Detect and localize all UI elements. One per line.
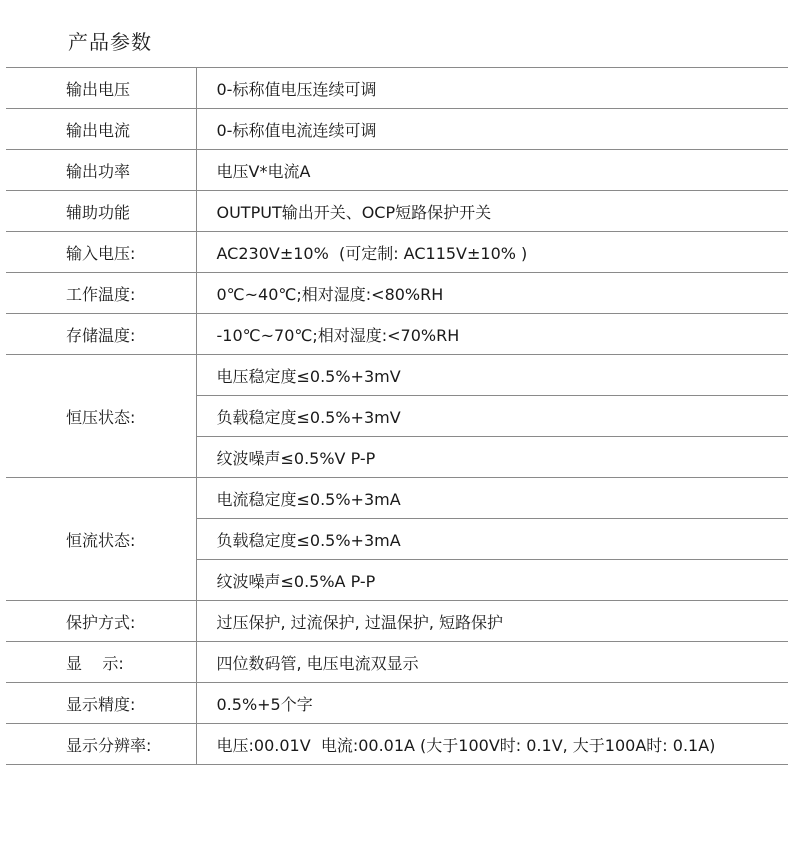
spec-key: 输出电压 xyxy=(6,68,196,109)
spec-value: 电压稳定度≤0.5%+3mV xyxy=(196,355,788,396)
spec-key: 输出电流 xyxy=(6,109,196,150)
spec-key: 显示精度: xyxy=(6,683,196,724)
spec-value: 负载稳定度≤0.5%+3mA xyxy=(196,519,788,560)
spec-key: 存储温度: xyxy=(6,314,196,355)
spec-row xyxy=(6,355,788,396)
spec-key: 辅助功能 xyxy=(6,191,196,232)
spec-key: 恒流状态: xyxy=(6,478,196,601)
spec-key: 保护方式: xyxy=(6,601,196,642)
spec-row xyxy=(6,314,788,355)
spec-row xyxy=(6,150,788,191)
spec-row xyxy=(6,642,788,683)
spec-key: 显示分辨率: xyxy=(6,724,196,765)
spec-key: 显 示: xyxy=(6,642,196,683)
spec-row xyxy=(6,191,788,232)
spec-row xyxy=(6,273,788,314)
page-title: 产品参数 xyxy=(68,30,152,54)
spec-value: 纹波噪声≤0.5%V P-P xyxy=(196,437,788,478)
spec-key: 输出功率 xyxy=(6,150,196,191)
spec-value: 负载稳定度≤0.5%+3mV xyxy=(196,396,788,437)
spec-value: OUTPUT输出开关、OCP短路保护开关 xyxy=(196,191,788,232)
spec-row xyxy=(6,683,788,724)
spec-value: 纹波噪声≤0.5%A P-P xyxy=(196,560,788,601)
spec-row xyxy=(6,478,788,519)
spec-value: 四位数码管, 电压电流双显示 xyxy=(196,642,788,683)
spec-key: 工作温度: xyxy=(6,273,196,314)
spec-row xyxy=(6,68,788,109)
spec-value: 过压保护, 过流保护, 过温保护, 短路保护 xyxy=(196,601,788,642)
spec-table-body xyxy=(6,68,788,765)
spec-value: 电压V*电流A xyxy=(196,150,788,191)
spec-row xyxy=(6,232,788,273)
spec-key: 恒压状态: xyxy=(6,355,196,478)
spec-value: AC230V±10% (可定制: AC115V±10% ) xyxy=(196,232,788,273)
spec-value: 0-标称值电压连续可调 xyxy=(196,68,788,109)
spec-value: -10℃~70℃;相对湿度:<70%RH xyxy=(196,314,788,355)
spec-value: 0.5%+5个字 xyxy=(196,683,788,724)
spec-row xyxy=(6,724,788,765)
spec-value: 0℃~40℃;相对湿度:<80%RH xyxy=(196,273,788,314)
spec-row xyxy=(6,109,788,150)
spec-table xyxy=(6,67,788,765)
spec-value: 电流稳定度≤0.5%+3mA xyxy=(196,478,788,519)
spec-row xyxy=(6,601,788,642)
spec-key: 输入电压: xyxy=(6,232,196,273)
spec-value: 0-标称值电流连续可调 xyxy=(196,109,788,150)
spec-value: 电压:00.01V 电流:00.01A (大于100V时: 0.1V, 大于100A时: 0.1A) xyxy=(196,724,788,765)
